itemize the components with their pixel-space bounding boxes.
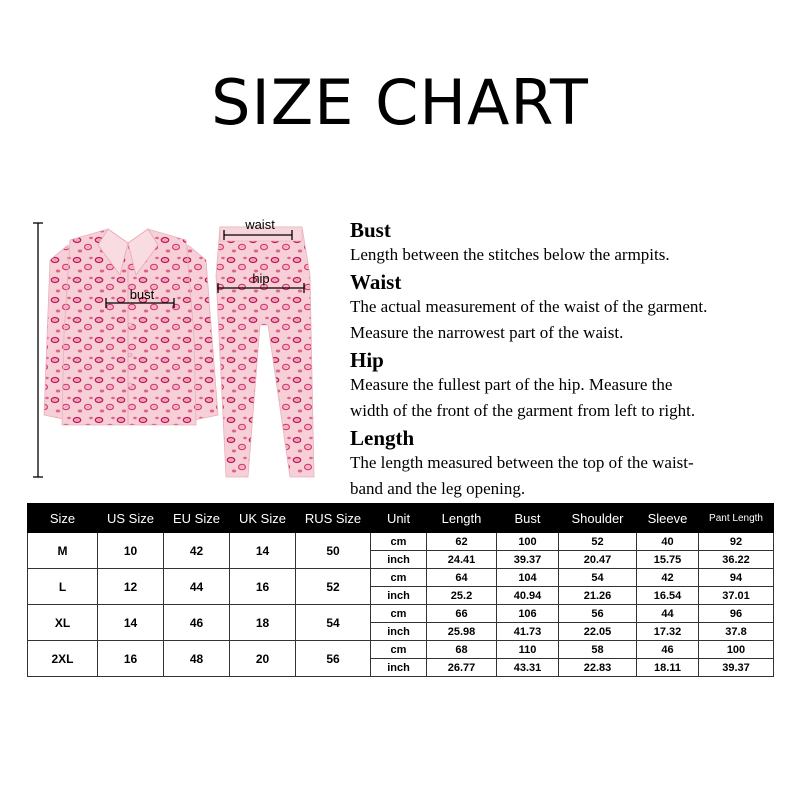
unit-cell: cm xyxy=(371,533,427,551)
definition-term-hip: Hip xyxy=(350,348,384,372)
column-header: UK Size xyxy=(230,504,296,533)
table-row xyxy=(28,641,774,659)
sleeve-cell: 40 xyxy=(637,533,699,551)
eu-size-cell: 46 xyxy=(164,605,230,641)
uk-size-cell: 18 xyxy=(230,605,296,641)
shoulder-cell: 52 xyxy=(559,533,637,551)
pant-length-cell: 37.8 xyxy=(699,623,774,641)
unit-cell: cm xyxy=(371,605,427,623)
table-row xyxy=(28,569,774,587)
column-header: Length xyxy=(427,504,497,533)
unit-cell: inch xyxy=(371,659,427,677)
bust-cell: 104 xyxy=(497,569,559,587)
pant-length-cell: 92 xyxy=(699,533,774,551)
column-header: Size xyxy=(28,504,98,533)
definition-term-bust: Bust xyxy=(350,218,391,242)
pajama-shirt xyxy=(44,229,218,425)
definition-term-waist: Waist xyxy=(350,270,402,294)
size-cell: M xyxy=(28,533,98,569)
us-size-cell: 16 xyxy=(98,641,164,677)
sleeve-cell: 46 xyxy=(637,641,699,659)
definition-text: The length measured between the top of the waist- band and the leg opening. xyxy=(350,453,694,498)
length-cell: 25.2 xyxy=(427,587,497,605)
length-cell: 62 xyxy=(427,533,497,551)
definition-term-length: Length xyxy=(350,426,415,450)
definition-text: The actual measurement of the waist of the garment. Measure the narrowest part of the waist. xyxy=(350,297,708,342)
waist-label: waist xyxy=(245,217,275,232)
eu-size-cell: 42 xyxy=(164,533,230,569)
pant-length-cell: 94 xyxy=(699,569,774,587)
sleeve-cell: 42 xyxy=(637,569,699,587)
column-header: Unit xyxy=(371,504,427,533)
eu-size-cell: 48 xyxy=(164,641,230,677)
us-size-cell: 10 xyxy=(98,533,164,569)
size-table xyxy=(27,503,774,677)
unit-cell: inch xyxy=(371,587,427,605)
bust-cell: 100 xyxy=(497,533,559,551)
bust-cell: 110 xyxy=(497,641,559,659)
uk-size-cell: 20 xyxy=(230,641,296,677)
column-header: Shoulder xyxy=(559,504,637,533)
column-header: Bust xyxy=(497,504,559,533)
measurement-definitions xyxy=(350,218,790,504)
bust-label: bust xyxy=(129,287,155,302)
eu-size-cell: 44 xyxy=(164,569,230,605)
sleeve-cell: 17.32 xyxy=(637,623,699,641)
column-header: EU Size xyxy=(164,504,230,533)
sleeve-cell: 18.11 xyxy=(637,659,699,677)
table-row xyxy=(28,533,774,551)
pant-length-cell: 39.37 xyxy=(699,659,774,677)
column-header: US Size xyxy=(98,504,164,533)
length-cell: 68 xyxy=(427,641,497,659)
bust-cell: 39.37 xyxy=(497,551,559,569)
pajama-illustration xyxy=(28,215,328,490)
length-cell: 64 xyxy=(427,569,497,587)
bust-cell: 40.94 xyxy=(497,587,559,605)
size-cell: 2XL xyxy=(28,641,98,677)
definition-text: Length between the stitches below the armpits. xyxy=(350,245,670,264)
uk-size-cell: 16 xyxy=(230,569,296,605)
shoulder-cell: 20.47 xyxy=(559,551,637,569)
rus-size-cell: 52 xyxy=(296,569,371,605)
column-header: Pant Length xyxy=(699,504,774,533)
definition-text: Measure the fullest part of the hip. Measure the width of the front of the garment from left to right. xyxy=(350,375,696,420)
us-size-cell: 12 xyxy=(98,569,164,605)
pajama-pants xyxy=(216,227,314,477)
bust-cell: 106 xyxy=(497,605,559,623)
size-cell: L xyxy=(28,569,98,605)
shoulder-cell: 22.05 xyxy=(559,623,637,641)
sleeve-cell: 16.54 xyxy=(637,587,699,605)
table-header-row xyxy=(28,504,774,533)
unit-cell: inch xyxy=(371,623,427,641)
rus-size-cell: 56 xyxy=(296,641,371,677)
shoulder-cell: 54 xyxy=(559,569,637,587)
sleeve-cell: 15.75 xyxy=(637,551,699,569)
column-header: RUS Size xyxy=(296,504,371,533)
page-title: SIZE CHART xyxy=(211,66,589,139)
shoulder-cell: 21.26 xyxy=(559,587,637,605)
table-body xyxy=(28,533,774,677)
length-cell: 24.41 xyxy=(427,551,497,569)
rus-size-cell: 50 xyxy=(296,533,371,569)
length-cell: 26.77 xyxy=(427,659,497,677)
shoulder-cell: 56 xyxy=(559,605,637,623)
pant-length-cell: 36.22 xyxy=(699,551,774,569)
bust-cell: 41.73 xyxy=(497,623,559,641)
bust-cell: 43.31 xyxy=(497,659,559,677)
length-indicator xyxy=(33,223,43,477)
uk-size-cell: 14 xyxy=(230,533,296,569)
us-size-cell: 14 xyxy=(98,605,164,641)
unit-cell: cm xyxy=(371,569,427,587)
size-cell: XL xyxy=(28,605,98,641)
unit-cell: inch xyxy=(371,551,427,569)
pant-length-cell: 96 xyxy=(699,605,774,623)
table-row xyxy=(28,605,774,623)
sleeve-cell: 44 xyxy=(637,605,699,623)
pant-length-cell: 37.01 xyxy=(699,587,774,605)
pant-length-cell: 100 xyxy=(699,641,774,659)
rus-size-cell: 54 xyxy=(296,605,371,641)
shoulder-cell: 22.83 xyxy=(559,659,637,677)
hip-label: hip xyxy=(252,271,270,286)
column-header: Sleeve xyxy=(637,504,699,533)
unit-cell: cm xyxy=(371,641,427,659)
shoulder-cell: 58 xyxy=(559,641,637,659)
length-cell: 25.98 xyxy=(427,623,497,641)
length-cell: 66 xyxy=(427,605,497,623)
